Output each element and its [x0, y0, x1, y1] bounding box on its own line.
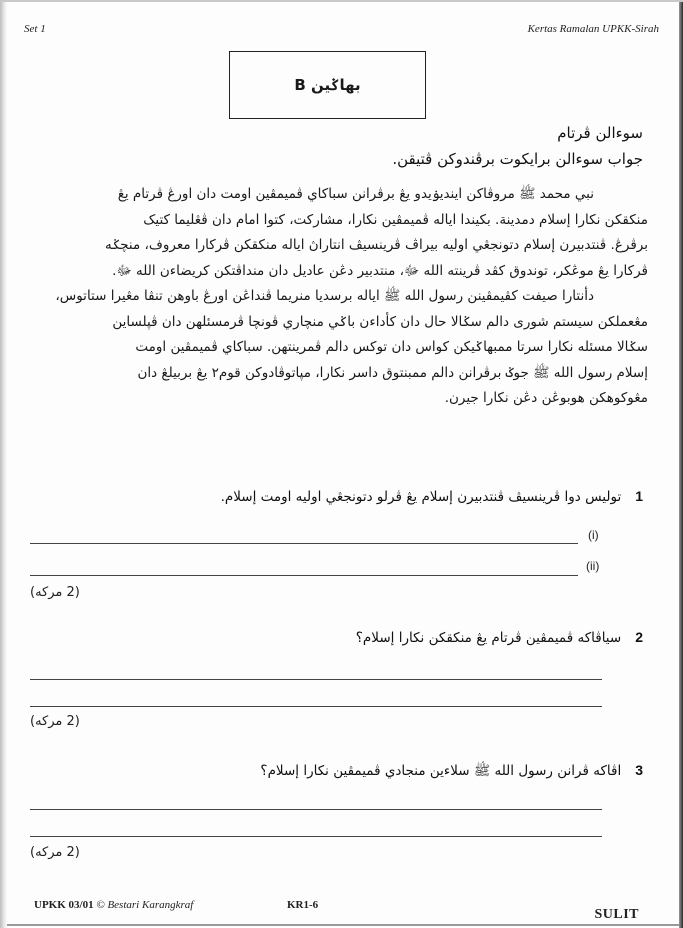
marks-label: (2 مرکه)	[30, 714, 80, 729]
question-text: اڤاکه ڤرانن رسول الله ﷺ سلاءين منجادي ڤميمڤين نکارا إسلام؟	[260, 763, 622, 779]
question-text: سياڤاکه ڤميمڤين ڤرتام يڠ منکقکن نکارا إسلام؟	[355, 630, 622, 646]
answer-line-q1-ii[interactable]	[30, 575, 578, 576]
footer-code	[34, 899, 193, 911]
set-label: Set 1	[24, 23, 46, 35]
marks-label: (2 مرکه)	[30, 585, 80, 600]
marks-label: (2 مرکه)	[30, 845, 80, 860]
question-3	[260, 762, 643, 782]
question-number: 3	[635, 762, 643, 778]
section-label: بهاݢين B	[294, 76, 361, 94]
question-2	[356, 629, 643, 646]
reading-passage	[36, 182, 648, 412]
page-right-edge	[679, 2, 683, 928]
classification-label: SULIT	[594, 907, 639, 922]
question-text: توليس دوا ڤرينسيڤ ڤنتدبيرن إسلام يڠ ڤرلو دتونجڠي اوليه اومت إسلام.	[220, 489, 622, 505]
passage-line: مڠعملکن سيستم شورى دالم سݢالا حال دان کأداءن باݢي منچاري ڤونچا ڤرمسئلهن دان ڤڽلساين	[112, 313, 648, 330]
passage-line: نبي محمد ﷺ مروڤاكن اينديۏيدو يڠ برڤرانن سباکاي ڤميمڤين اومت دان اورڠ ڤرتام يڠ	[117, 186, 594, 202]
answer-line-q1-i[interactable]	[30, 543, 578, 544]
paper-code: UPKK 03/01	[34, 899, 94, 911]
page-code: KR1-6	[287, 899, 319, 911]
passage-line: ڤرکارا يڠ موڠكر، توندوق کڤد ڤرينته الله ﷻ، منتدبير دڠن عاديل دان منداڤتکن کريضاءن الله ﷻ.	[112, 262, 648, 279]
answer-line-q3-2[interactable]	[30, 836, 602, 837]
instructions-subtitle: جواب سوءالن برايكوت برڤندوكن ڤتيقن.	[392, 150, 643, 168]
answer-line-q2-2[interactable]	[30, 706, 602, 707]
section-label-box	[229, 51, 426, 119]
passage-line: سݢالا مسئله نکارا سرتا ممبهاݢيکن کواس دان توکس دالم ڤمرينتهن. سباکاي ڤميمڤين اومت	[135, 339, 648, 355]
question-1	[221, 488, 643, 505]
page-left-edge	[0, 2, 7, 928]
sub-item-label: (i)	[588, 528, 599, 542]
question-number: 1	[635, 488, 643, 504]
passage-line: برڤرڠ. ڤنتدبيرن إسلام دتونجڠي اوليه بيراڤ ڤرينسيڤ انتاراڽ اياله منکقکن ڤرکارا معروف، منچݢه	[105, 237, 648, 253]
instructions-title: سوءالن ڤرتام	[557, 124, 643, 142]
question-number: 2	[635, 629, 643, 645]
passage-line: منکقکن نکارا إسلام دمدينة. بکيندا اياله ڤميمڤين نکارا، مشارکت، کتوا امام دان ڤڠليما کتيک	[143, 211, 648, 228]
answer-line-q3-1[interactable]	[30, 809, 602, 810]
copyright-text: © Bestari Karangkraf	[96, 899, 194, 911]
paper-title: Kertas Ramalan UPKK-Sirah	[527, 23, 659, 35]
passage-line: إسلام رسول الله ﷺ جوݢ برڤرانن دالم ممبنتوق داسر نکارا، مڽاتوڤادوکن قوم٢ يڠ بربيلڠ دان	[137, 364, 648, 381]
passage-line: دأنتارا صيفت کڤيمڤينن رسول الله ﷺ اياله برسديا منريما ڤنداڠن اورڠ باوهن تنڤا مڠيرا ستاتوس،	[55, 288, 594, 304]
answer-line-q2-1[interactable]	[30, 679, 602, 680]
sub-item-label: (ii)	[586, 559, 600, 573]
passage-line: مڠوکوهکن هوبوڠن دڠن نکارا جيرن.	[444, 390, 648, 406]
